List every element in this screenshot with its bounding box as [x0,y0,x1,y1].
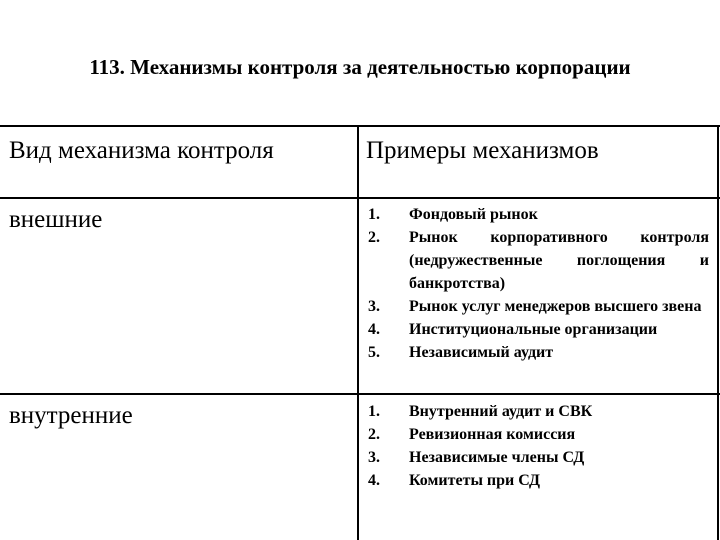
list-item [358,203,718,226]
list-item-number: 3. [368,298,380,315]
control-mechanisms-table [0,125,720,540]
list-item-text: Независимые члены СД [409,449,585,466]
list-item-number: 2. [368,229,380,246]
list-item [358,341,718,364]
list-item-text: Рынок корпоративного контроля (недружественные поглощения и банкротства) [409,229,709,292]
header-divider [0,197,720,199]
list-item-text: Внутренний аудит и СВК [409,403,593,420]
list-item-text: Ревизионная комиссия [409,426,576,443]
row-kind-external: внешние [9,206,103,233]
list-item [358,295,718,318]
list-item [358,400,718,423]
list-item [358,469,718,492]
list-item [358,446,718,469]
list-item-text: Фондовый рынок [409,206,538,223]
row-divider [0,393,720,395]
table-border-top [0,125,720,127]
list-item-text: Комитеты при СД [409,472,541,489]
external-examples-list [358,203,718,364]
list-item-number: 4. [368,321,380,338]
list-item-number: 2. [368,426,380,443]
header-examples: Примеры механизмов [366,137,599,164]
list-item-number: 5. [368,344,380,361]
list-item-text: Рынок услуг менеджеров высшего звена [409,298,702,315]
list-item-number: 3. [368,449,380,466]
list-item [358,318,718,341]
internal-examples-list [358,400,718,492]
list-item [358,226,718,295]
list-item-text: Институциональные организации [409,321,658,338]
list-item [358,423,718,446]
list-item-number: 1. [368,403,380,420]
list-item-number: 1. [368,206,380,223]
list-item-number: 4. [368,472,380,489]
header-kind: Вид механизма контроля [9,137,274,164]
list-item-text: Независимый аудит [409,344,554,361]
page-title: 113. Механизмы контроля за деятельностью корпорации [89,55,631,79]
row-kind-internal: внутренние [9,402,133,429]
